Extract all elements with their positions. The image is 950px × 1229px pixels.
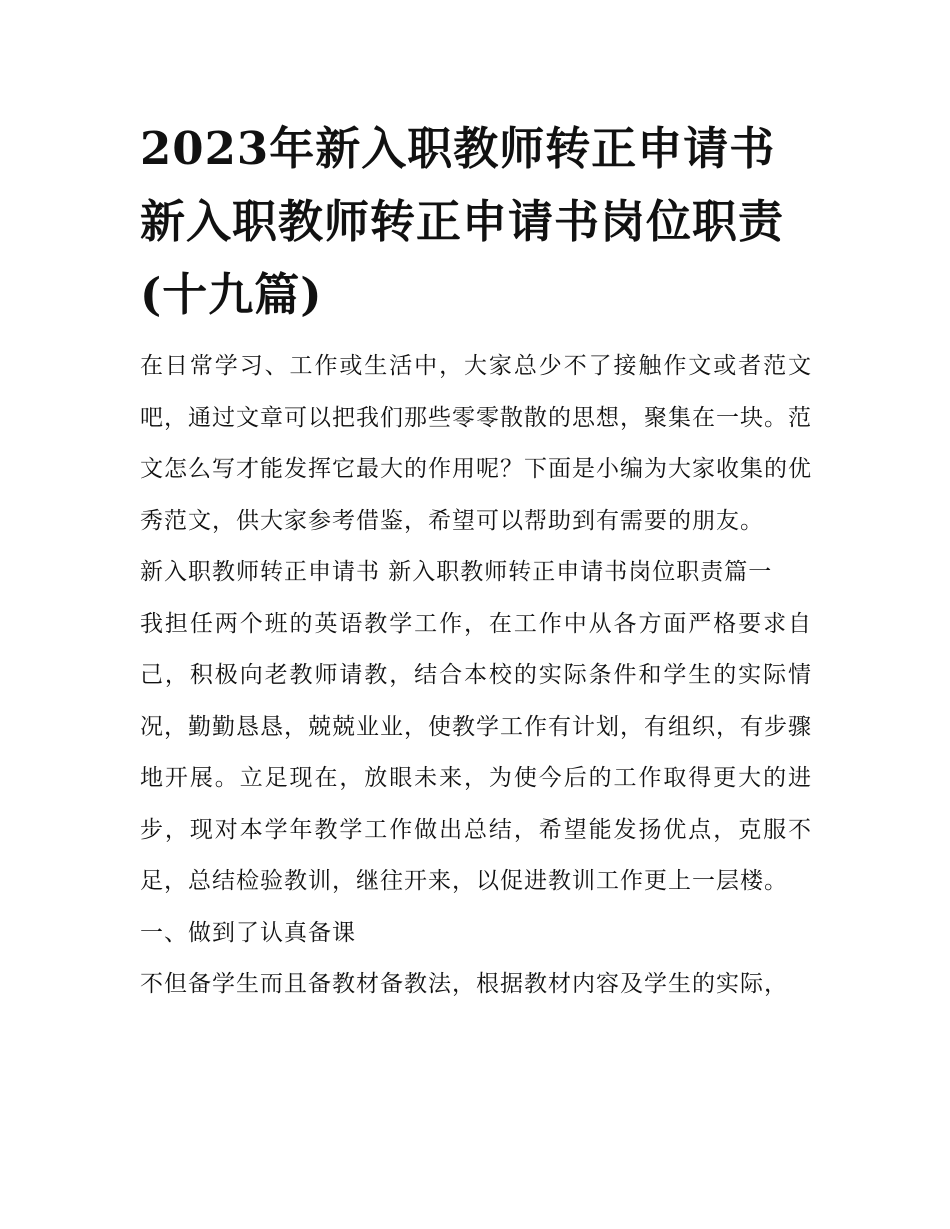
- document-title: 2023年新入职教师转正申请书 新入职教师转正申请书岗位职责(十九篇): [140, 122, 785, 321]
- intro-paragraph: 在日常学习、工作或生活中，大家总少不了接触作文或者范文吧，通过文章可以把我们那些零零散散的思想，聚集在一块。范文怎么写才能发挥它最大的作用呢？下面是小编为大家收集的优秀范文，供大家参考借鉴，希望可以帮助到有需要的朋友。: [140, 353, 812, 534]
- subsection-heading: 一、做到了认真备课: [140, 919, 356, 946]
- body-paragraph: 我担任两个班的英语教学工作，在工作中从各方面严格要求自己，积极向老教师请教，结合本校的实际条件和学生的实际情况，勤勤恳恳，兢兢业业，使教学工作有计划，有组织，有步骤地开展。立足现在，放眼未来，为使今后的工作取得更大的进步，现对本学年教学工作做出总结，希望能发扬优点，克服不足，总结检验教训，继往开来，以促进教训工作更上一层楼。: [140, 610, 812, 894]
- document-page: [140, 112, 812, 1011]
- section-heading: 新入职教师转正申请书 新入职教师转正申请书岗位职责篇一: [140, 559, 773, 585]
- body-paragraph-continued: 不但备学生而且备教材备教法，根据教材内容及学生的实际，: [140, 971, 788, 997]
